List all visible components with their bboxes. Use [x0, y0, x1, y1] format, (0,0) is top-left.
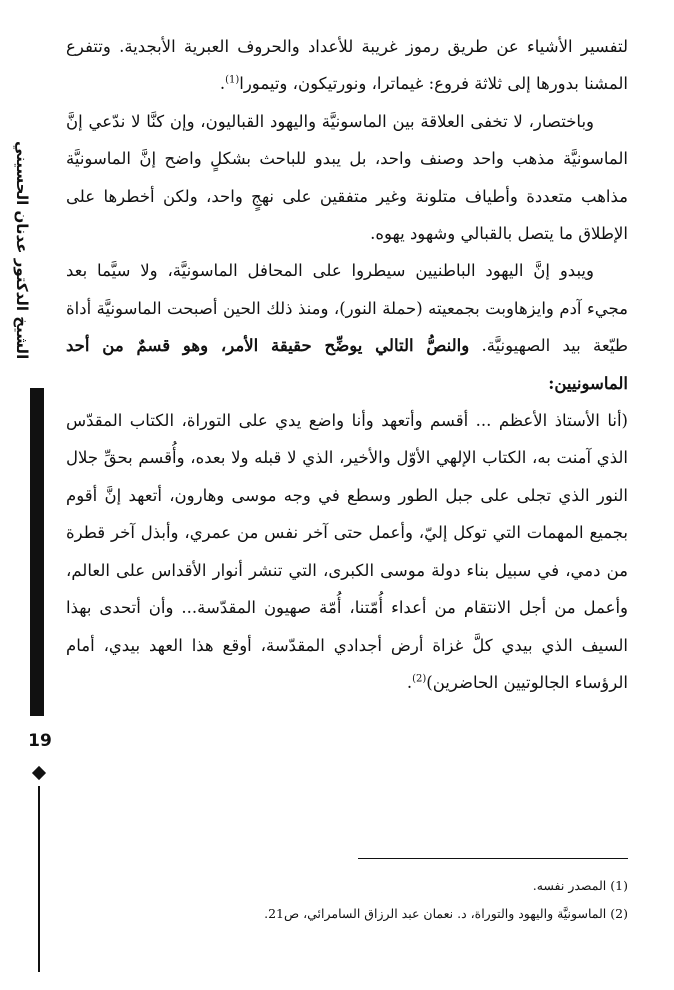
- paragraph-1: لتفسير الأشياء عن طريق رموز غريبة للأعداد والحروف العبرية الأبجدية. وتتفرع المشنا بدورها إلى ثلاثة فروع: غيماترا، ونورتيكون، وتيمورا$^{(1)}$.: [66, 37, 628, 94]
- footnote-ref-1: (1): [225, 74, 240, 86]
- paragraph-3: ويبدو إنَّ اليهود الباطنيين سيطروا على المحافل الماسونيَّة، ولا سيَّما بعد مجيء آدم وايزهاوبت بجمعيته (حملة النور)، ومنذ ذلك الحين أصبحت الماسونيَّة أداة طيّعة بيد الصهيونيَّة. والنصُّ التالي يوضِّح حقيقة الأمر، وهو قسمٌ من أحد الماسونيين:: [66, 261, 628, 393]
- main-text: [66, 28, 628, 701]
- footnote-ref-2: (2): [412, 673, 427, 685]
- footnote-1: (1) المصدر نفسه.: [532, 878, 628, 893]
- bold-intro: والنصُّ التالي يوضِّح حقيقة الأمر، وهو قسمٌ من أحد الماسونيين:: [66, 336, 628, 393]
- side-decorative-bar: [30, 388, 44, 716]
- paragraph-oath-quote: (أنا الأستاذ الأعظم ... أقسم وأتعهد وأنا واضع يدي على التوراة، الكتاب المقدّس الذي آمنت به، الكتاب الإلهي الأوّل والأخير، الذي لا قبله ولا بعده، وأُقسم بحقِّ جلال النور الذي تجلى على جبل الطور وسطع في وجه موسى وهارون، أتعهد إنَّ أقوم بجميع المهمات التي توكل إليّ، وأعمل حتى آخر نفس من عمري، وأبذل آخر قطرة من دمي، في سبيل بناء دولة موسى الكبرى، التي تنشر أنوار الأقداس على العالم، وأعمل من أجل الانتقام من أعداء أُمّتنا، أُمّة صهيون المقدّسة... وأن أتحدى بهذا السيف الذي بيدي كلَّ غزاة أرض أجدادي المقدّسة، أوقع هذا العهد بيدي، أمام الرؤساء الجالوتيين الحاضرين)$^{(2)}$.: [66, 411, 628, 692]
- paragraph-2: وباختصار، لا تخفى العلاقة بين الماسونيَّة واليهود القباليون، وإن كنَّا لا ندّعي إنَّ الماسونيَّة مذهب واحد وصنف واحد، بل يبدو للباحث بشكلٍ واضح إنَّ الماسونيَّة مذاهب متعددة وأطياف متلونة وغير متفقين على نهجٍ واحد، ولكن أخطرها على الإطلاق ما يتصل بالقبالي وشهود يهوه.: [66, 111, 628, 244]
- footnote-2: (2) الماسونيَّة واليهود والتوراة، د. نعمان عبد الرزاق السامرائي، ص21.: [264, 906, 628, 921]
- page-number: 19: [28, 731, 52, 751]
- footnote-divider: [358, 858, 628, 859]
- running-header-author: الشيخ الدكتور عدنان الحسيني: [13, 140, 31, 360]
- side-vertical-rule: [38, 786, 40, 972]
- footnotes: [66, 872, 628, 928]
- diamond-ornament-icon: [32, 766, 46, 780]
